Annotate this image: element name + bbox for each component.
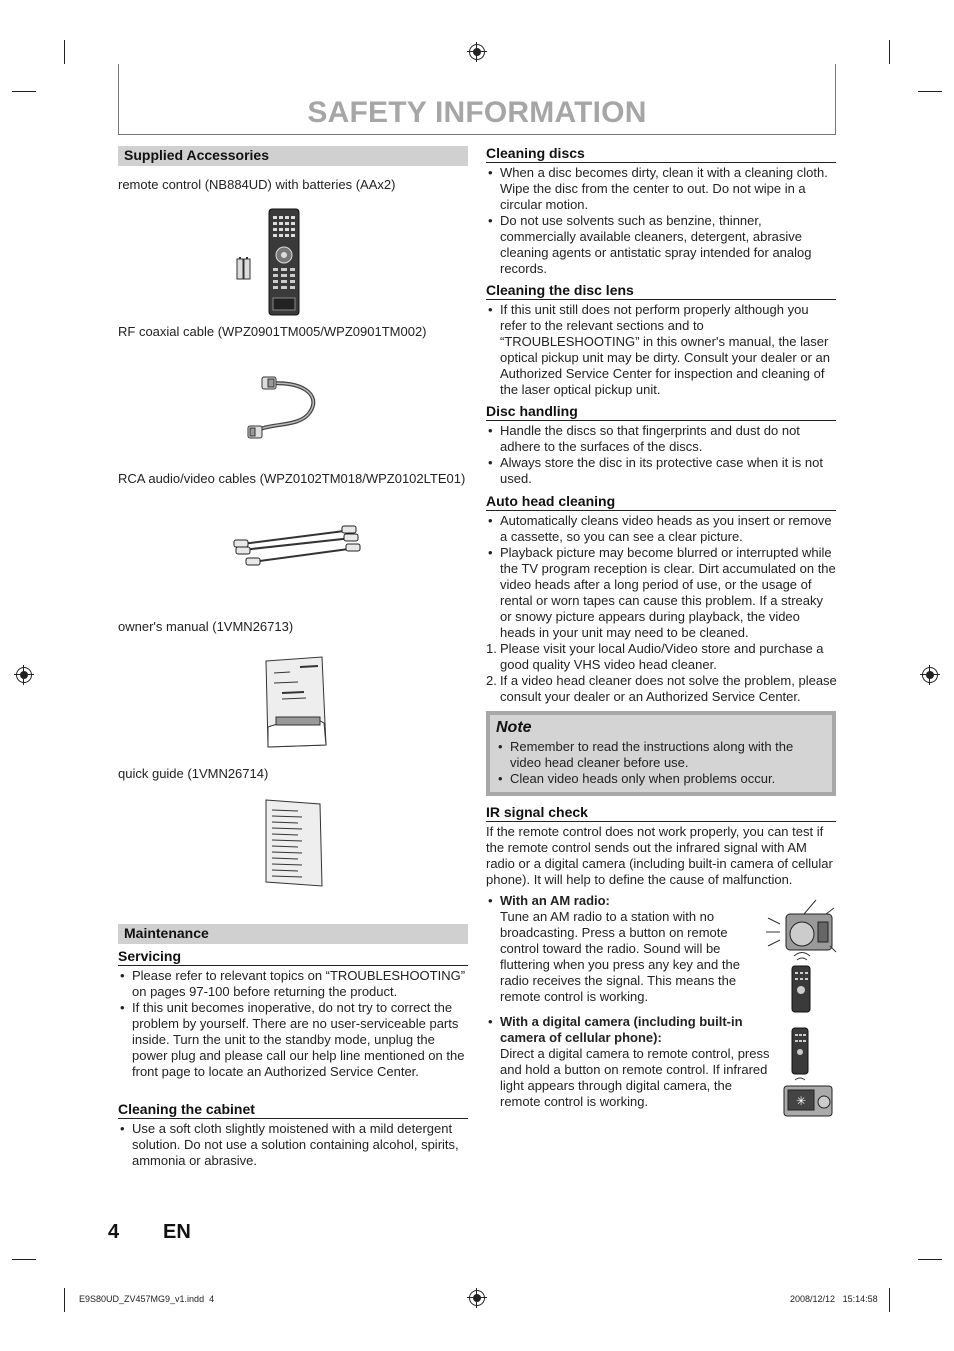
auto-head-steps xyxy=(486,641,838,705)
digital-camera-illustration xyxy=(780,1026,836,1118)
list-item: • Please refer to relevant topics on “TROUBLESHOOTING” on pages 97-100 before returning the product. xyxy=(118,968,468,1000)
crop-mark xyxy=(12,91,36,92)
list-item: • Use a soft cloth slightly moistened with a mild detergent solution. Do not use a solution containing alcohol, spirits, ammonia or abrasive. xyxy=(118,1121,468,1169)
list-item: • Do not use solvents such as benzine, thinner, commercially available cleaners, detergent, abrasive cleaning agents or antistatic spray intended for analog records. xyxy=(486,213,836,277)
crop-mark xyxy=(64,1288,65,1312)
registration-mark-icon xyxy=(469,1290,485,1306)
print-timestamp xyxy=(790,1294,878,1304)
quick-guide-illustration xyxy=(262,796,326,890)
section-heading-maintenance: Maintenance xyxy=(118,924,468,944)
crop-mark xyxy=(889,1288,890,1312)
page-number: 4 xyxy=(108,1221,120,1243)
list-item: • If this unit becomes inoperative, do not try to correct the problem by yourself. There are no user-serviceable parts inside. Turn the unit to the standby mode, unplug the power plug and please call our help line mentioned on the front page to locate an Authorized Service Center. xyxy=(118,1000,468,1080)
subheading-cleaning-lens: Cleaning the disc lens xyxy=(486,282,836,300)
coaxial-cable-illustration xyxy=(240,372,322,444)
subheading-disc-handling: Disc handling xyxy=(486,403,836,421)
crop-mark xyxy=(918,91,942,92)
step-number: 2. xyxy=(486,673,497,688)
step-text: Please visit your local Audio/Video store and purchase a good quality VHS video head cleaner. xyxy=(500,641,824,672)
disc-handling-list xyxy=(486,423,836,487)
am-radio-text: Tune an AM radio to a station with no broadcasting. Press a button on remote control toward the radio. Sound will be fluttering when you press any key and the radio receives the signal. This means the remote control is working. xyxy=(500,909,740,1004)
subheading-auto-head: Auto head cleaning xyxy=(486,493,836,511)
accessory-quickguide-label: quick guide (1VMN26714) xyxy=(118,766,269,781)
list-item: • Handle the discs so that fingerprints and dust do not adhere to the surfaces of the discs. xyxy=(486,423,836,455)
step-text: If a video head cleaner does not solve the problem, please consult your dealer or an Authorized Service Center. xyxy=(500,673,837,704)
registration-mark-icon xyxy=(469,44,485,60)
note-box xyxy=(486,711,836,796)
camera-text: Direct a digital camera to remote control, press and hold a button on remote control. If infrared light appears through digital camera, the remote control is working. xyxy=(500,1046,770,1109)
list-item: • Always store the disc in its protective case when it is not used. xyxy=(486,455,836,487)
list-item xyxy=(486,641,838,673)
list-item xyxy=(486,673,838,705)
registration-mark-icon xyxy=(16,667,32,683)
svg-text:✳: ✳ xyxy=(795,1094,807,1108)
am-radio-illustration xyxy=(764,898,838,1016)
print-file-info xyxy=(79,1294,214,1304)
list-item xyxy=(486,1014,776,1110)
ir-am-radio xyxy=(486,893,758,1005)
servicing-list xyxy=(118,968,468,1080)
subheading-servicing: Servicing xyxy=(118,948,468,966)
accessory-remote-label: remote control (NB884UD) with batteries (AAx2) xyxy=(118,177,396,192)
cleaning-cabinet-list xyxy=(118,1121,468,1169)
camera-label: With a digital camera (including built-in camera of cellular phone): xyxy=(500,1014,743,1045)
language-code: EN xyxy=(163,1221,191,1243)
list-item: • Playback picture may become blurred or interrupted while the TV program reception is clear. Dirt accumulated on the video heads after a long period of use, or the usage of rental or worn tapes can cause this problem. If a streaky or snowy picture appears during playback, the video heads in your unit may need to be cleaned. xyxy=(486,545,838,641)
subheading-cleaning-cabinet: Cleaning the cabinet xyxy=(118,1101,468,1119)
list-item: • When a disc becomes dirty, clean it with a cleaning cloth. Wipe the disc from the center to out. Do not wipe in a circular motion. xyxy=(486,165,836,213)
note-inner xyxy=(490,715,832,792)
ir-camera xyxy=(486,1014,776,1110)
list-item: • Automatically cleans video heads as you insert or remove a cassette, so you can see a clear picture. xyxy=(486,513,838,545)
am-radio-label: With an AM radio: xyxy=(500,893,610,908)
accessory-rca-label: RCA audio/video cables (WPZ0102TM018/WPZ0102LTE01) xyxy=(118,471,466,486)
auto-head-list xyxy=(486,513,838,641)
remote-control-illustration xyxy=(268,208,300,316)
owners-manual-illustration xyxy=(262,655,330,751)
section-heading-accessories: Supplied Accessories xyxy=(118,146,468,166)
list-item xyxy=(486,893,758,1005)
cleaning-discs-list xyxy=(486,165,836,277)
print-time: 15:14:58 xyxy=(842,1294,878,1304)
page-title: SAFETY INFORMATION xyxy=(307,96,647,129)
list-item: • Clean video heads only when problems occur. xyxy=(496,771,826,787)
note-list xyxy=(496,739,826,787)
crop-mark xyxy=(889,40,890,64)
print-file-page: 4 xyxy=(209,1294,215,1304)
crop-mark xyxy=(64,40,65,64)
rca-cables-illustration xyxy=(232,522,362,570)
list-item: • If this unit still does not perform properly although you refer to the relevant sections and to “TROUBLESHOOTING” in this owner's manual, the laser optical pickup unit may be dirty. Consult your dealer or an Authorized Service Center for inspection and cleaning of the laser optical pickup unit. xyxy=(486,302,836,398)
crop-mark xyxy=(12,1259,36,1260)
list-item: • Remember to read the instructions along with the video head cleaner before use. xyxy=(496,739,826,771)
note-title: Note xyxy=(496,719,532,736)
batteries-illustration xyxy=(236,256,252,280)
step-number: 1. xyxy=(486,641,497,656)
cleaning-lens-list xyxy=(486,302,836,398)
subheading-cleaning-discs: Cleaning discs xyxy=(486,145,836,163)
ir-intro: If the remote control does not work properly, you can test if the remote control sends out the infrared signal with AM radio or a digital camera (including built-in camera of cellular phone). It will help to define the cause of malfunction. xyxy=(486,824,833,887)
crop-mark xyxy=(918,1259,942,1260)
accessory-manual-label: owner's manual (1VMN26713) xyxy=(118,619,294,634)
registration-mark-icon xyxy=(922,667,938,683)
subheading-ir-check: IR signal check xyxy=(486,804,836,822)
print-date: 2008/12/12 xyxy=(790,1294,836,1304)
print-file-name: E9S80UD_ZV457MG9_v1.indd xyxy=(79,1294,205,1304)
accessory-coax-label: RF coaxial cable (WPZ0901TM005/WPZ0901TM002) xyxy=(118,324,427,339)
